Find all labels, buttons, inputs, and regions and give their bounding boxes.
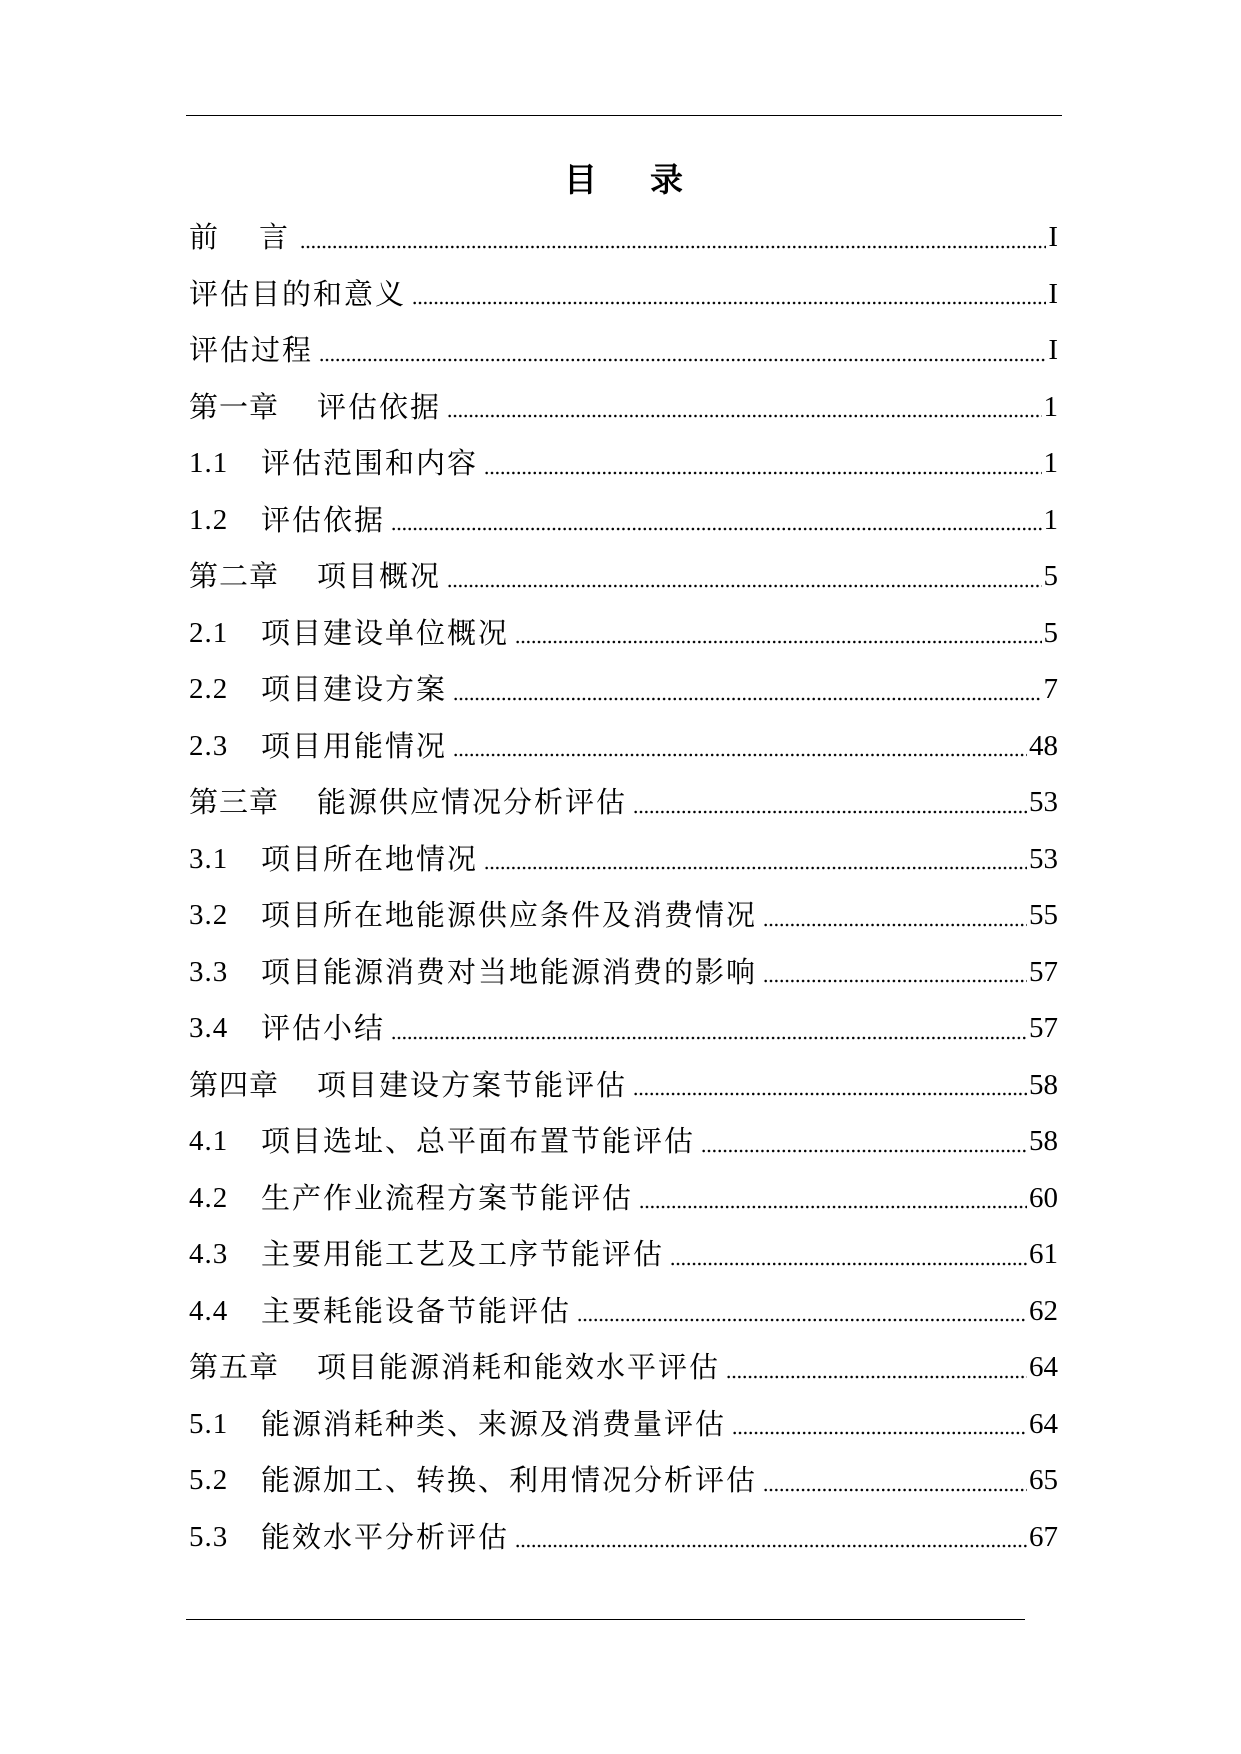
toc-entry — [189, 1509, 1058, 1566]
toc-entry-page: 65 — [1029, 1464, 1058, 1496]
toc-entry-page: 57 — [1029, 1012, 1058, 1044]
toc-entry — [189, 718, 1058, 775]
toc-entry-number: 5.1 — [189, 1407, 229, 1440]
toc-entry-number: 2.2 — [189, 673, 229, 705]
toc-entry-page: I — [1048, 221, 1058, 253]
toc-entry-title: 前 言 — [189, 220, 295, 254]
toc-entry-page: 58 — [1029, 1125, 1058, 1157]
header-rule — [186, 115, 1062, 116]
toc-entry-number: 第二章 — [189, 559, 280, 593]
toc-entry-page: 1 — [1043, 447, 1058, 479]
toc-entry-number: 3.2 — [189, 899, 229, 931]
toc-entry-title: 评估目的和意义 — [189, 276, 407, 311]
toc-dot-leader — [577, 1283, 1027, 1340]
toc-entry — [189, 209, 1058, 266]
toc-dot-leader — [484, 435, 1041, 492]
toc-entry-title: 项目所在地能源供应条件及消费情况 — [261, 898, 758, 932]
toc-entry-title: 评估过程 — [189, 333, 314, 367]
toc-entry — [189, 1339, 1058, 1396]
toc-entry-number: 5.3 — [189, 1520, 229, 1553]
toc-entry-title: 能源供应情况分析评估 — [317, 785, 628, 819]
toc-entry — [189, 887, 1058, 944]
toc-entry-number: 3.3 — [189, 955, 229, 988]
toc-dot-leader — [453, 718, 1027, 775]
toc-entry-number: 4.1 — [189, 1125, 229, 1157]
toc-dot-leader — [639, 1170, 1027, 1227]
toc-entry-number: 1.2 — [189, 503, 229, 536]
toc-entry — [189, 605, 1058, 662]
toc-entry-title: 项目能源消费对当地能源消费的影响 — [261, 954, 758, 989]
toc-dot-leader — [633, 1057, 1027, 1114]
toc-entry-number: 3.4 — [189, 1012, 229, 1044]
toc-entry-page: 48 — [1029, 729, 1058, 762]
toc-entry-title: 评估小结 — [261, 1011, 386, 1045]
toc-dot-leader — [453, 661, 1041, 718]
toc-entry-title: 能源消耗种类、来源及消费量评估 — [261, 1406, 727, 1441]
toc-entry-number: 第一章 — [189, 389, 280, 424]
toc-entry — [189, 774, 1058, 831]
toc-entry — [189, 944, 1058, 1001]
toc-dot-leader — [763, 1452, 1027, 1509]
toc-entry — [189, 1283, 1058, 1340]
toc-entry — [189, 1113, 1058, 1170]
toc-entry-title: 评估依据 — [317, 389, 442, 424]
toc-entry-number: 第四章 — [189, 1067, 280, 1102]
toc-entry-title: 项目建设单位概况 — [261, 615, 510, 650]
toc-dot-leader — [670, 1226, 1027, 1283]
toc-entry-page: I — [1048, 277, 1058, 310]
toc-entry — [189, 435, 1058, 492]
toc-dot-leader — [391, 492, 1041, 549]
toc-dot-leader — [412, 266, 1046, 323]
toc-dot-leader — [515, 605, 1041, 662]
toc-dot-leader — [726, 1339, 1027, 1396]
toc-entry-number: 4.3 — [189, 1238, 229, 1270]
toc-entry — [189, 1396, 1058, 1453]
toc-entry-title: 主要耗能设备节能评估 — [261, 1293, 572, 1328]
toc-entry-page: 58 — [1029, 1068, 1058, 1101]
toc-entry-page: I — [1048, 334, 1058, 366]
toc-entry-title: 项目选址、总平面布置节能评估 — [261, 1124, 696, 1158]
toc-dot-leader — [319, 322, 1046, 379]
toc-dot-leader — [633, 774, 1027, 831]
toc-dot-leader — [701, 1113, 1027, 1170]
toc-entry-title: 项目用能情况 — [261, 728, 448, 763]
toc-entry-page: 62 — [1029, 1294, 1058, 1327]
toc-entry-page: 53 — [1029, 786, 1058, 818]
toc-entry-title: 评估依据 — [261, 502, 386, 537]
toc-entry-title: 主要用能工艺及工序节能评估 — [261, 1237, 665, 1271]
toc-entry-page: 1 — [1043, 503, 1058, 536]
toc-entry-page: 7 — [1043, 673, 1058, 705]
toc-entry-title: 能源加工、转换、利用情况分析评估 — [261, 1463, 758, 1497]
toc-dot-leader — [484, 831, 1027, 888]
toc-dot-leader — [515, 1509, 1027, 1566]
toc-entry-title: 项目能源消耗和能效水平评估 — [317, 1350, 721, 1384]
toc-entry-page: 5 — [1043, 616, 1058, 649]
toc-entry — [189, 1170, 1058, 1227]
toc-dot-leader — [391, 1000, 1027, 1057]
toc-entry-page: 60 — [1029, 1181, 1058, 1214]
toc-entry — [189, 379, 1058, 436]
toc-entry-number: 3.1 — [189, 842, 229, 875]
toc-entry-title: 能效水平分析评估 — [261, 1519, 510, 1554]
toc-entry — [189, 1057, 1058, 1114]
toc-entry-title: 评估范围和内容 — [261, 446, 479, 480]
toc-entry-title: 项目建设方案 — [261, 672, 448, 706]
toc-entry-page: 55 — [1029, 899, 1058, 931]
toc-dot-leader — [447, 379, 1041, 436]
toc-entry-page: 1 — [1043, 390, 1058, 423]
toc-entry-title: 项目概况 — [317, 559, 442, 593]
toc-entry-title: 项目所在地情况 — [261, 841, 479, 876]
toc-entry — [189, 266, 1058, 323]
toc-entry-page: 61 — [1029, 1238, 1058, 1270]
toc-entry — [189, 831, 1058, 888]
toc-entry — [189, 548, 1058, 605]
toc-entry — [189, 1000, 1058, 1057]
toc-entry-title: 项目建设方案节能评估 — [317, 1067, 628, 1102]
page-title: 目 录 — [564, 160, 693, 199]
toc-entry — [189, 322, 1058, 379]
toc-dot-leader — [300, 209, 1046, 266]
toc-dot-leader — [447, 548, 1041, 605]
toc-dot-leader — [763, 887, 1027, 944]
toc-entry-page: 5 — [1043, 560, 1058, 592]
toc-entry-number: 2.3 — [189, 729, 229, 762]
toc-entry-number: 4.4 — [189, 1294, 229, 1327]
toc-entry — [189, 661, 1058, 718]
toc-entry-number: 第三章 — [189, 785, 280, 819]
toc-entry-title: 生产作业流程方案节能评估 — [261, 1180, 634, 1215]
toc-dot-leader — [732, 1396, 1027, 1453]
toc-entry-page: 57 — [1029, 955, 1058, 988]
toc-entry-page: 64 — [1029, 1407, 1058, 1440]
toc-entry — [189, 492, 1058, 549]
toc-entry-page: 64 — [1029, 1351, 1058, 1383]
footer-rule — [186, 1619, 1025, 1620]
toc-entry-page: 67 — [1029, 1520, 1058, 1553]
toc-entry-number: 2.1 — [189, 616, 229, 649]
toc-entry — [189, 1226, 1058, 1283]
toc-entry-number: 5.2 — [189, 1464, 229, 1496]
toc-entry — [189, 1452, 1058, 1509]
toc-entry-number: 4.2 — [189, 1181, 229, 1214]
table-of-contents — [189, 209, 1058, 1565]
toc-dot-leader — [763, 944, 1027, 1001]
toc-entry-page: 53 — [1029, 842, 1058, 875]
toc-entry-number: 第五章 — [189, 1350, 280, 1384]
toc-entry-number: 1.1 — [189, 447, 229, 479]
